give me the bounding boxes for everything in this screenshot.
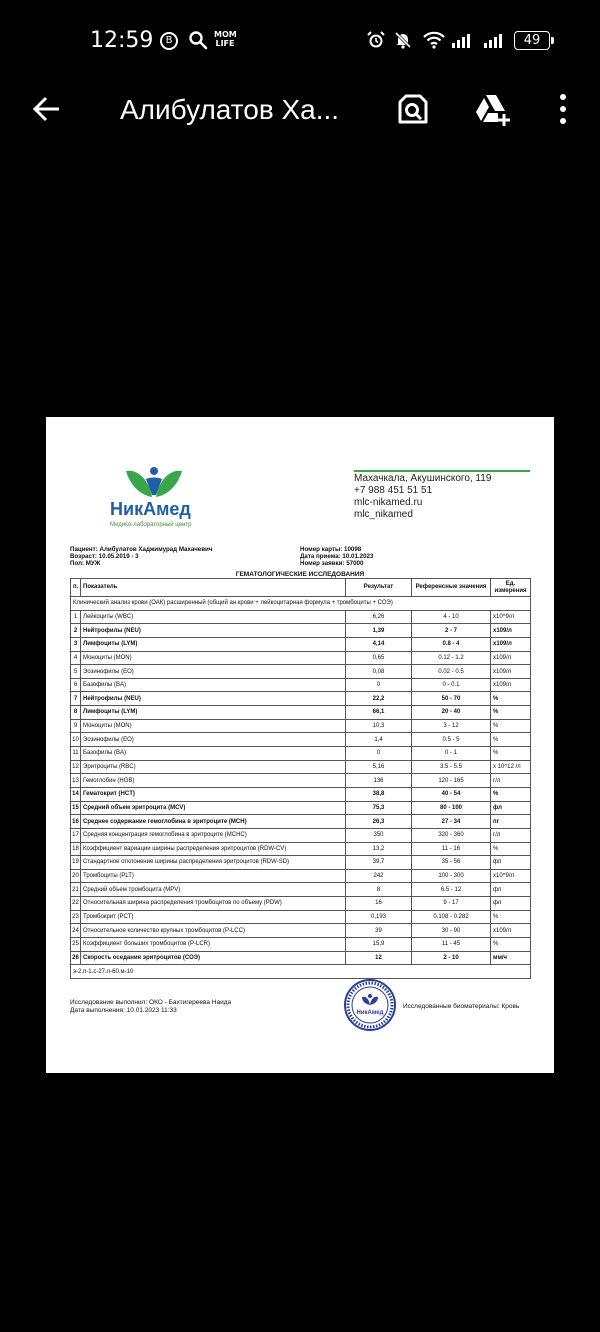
table-row <box>71 610 531 624</box>
row-unit: % <box>491 787 531 801</box>
panel-name: Клинический анализ крови (ОАК) расширенный (общий ан.крови + лейкоцитарная формула + тромбоциты + СОЭ) <box>71 597 531 611</box>
row-result: 66,1 <box>346 706 412 720</box>
row-result: 0,08 <box>346 665 412 679</box>
row-unit: x 10^12 /л <box>491 760 531 774</box>
row-num: 2 <box>71 624 81 638</box>
table-row <box>71 774 531 788</box>
row-num: 24 <box>71 924 81 938</box>
row-num: 9 <box>71 719 81 733</box>
row-name: Гематокрит (HCT) <box>81 787 346 801</box>
row-num: 26 <box>71 951 81 965</box>
google-lens-icon[interactable] <box>396 92 430 126</box>
row-result: 10,3 <box>346 719 412 733</box>
row-result: 39,7 <box>346 856 412 870</box>
table-row <box>71 692 531 706</box>
panel-row <box>71 597 531 611</box>
row-unit: x109/л <box>491 651 531 665</box>
row-name: Нейтрофилы (NEU) <box>81 692 346 706</box>
table-row <box>71 787 531 801</box>
row-result: 136 <box>346 774 412 788</box>
row-result: 15,9 <box>346 938 412 952</box>
signal-icon <box>452 34 474 48</box>
stamp <box>344 979 396 1031</box>
row-ref: 9 - 17 <box>412 897 491 911</box>
table-row <box>71 883 531 897</box>
row-result: 16 <box>346 897 412 911</box>
row-name: Тромбоциты (PLT) <box>81 869 346 883</box>
row-unit: г/л <box>491 774 531 788</box>
row-name: Эритроциты (RBC) <box>81 760 346 774</box>
row-result: 1,39 <box>346 624 412 638</box>
signal-icon <box>484 34 506 48</box>
row-num: 19 <box>71 856 81 870</box>
table-row <box>71 678 531 692</box>
visit-date: Дата приема: 10.01.2023 <box>300 553 374 561</box>
document-page <box>46 417 554 1073</box>
table-row <box>71 910 531 924</box>
row-result: 350 <box>346 828 412 842</box>
row-name: Средний объем эритроцита (MCV) <box>81 801 346 815</box>
table-row <box>71 733 531 747</box>
row-num: 25 <box>71 938 81 952</box>
contact-divider <box>354 470 530 472</box>
stamp-seal-icon <box>344 979 396 1031</box>
table-row <box>71 760 531 774</box>
row-name: Гемоглобин (HGB) <box>81 774 346 788</box>
row-num: 13 <box>71 774 81 788</box>
status-bar <box>0 0 600 80</box>
row-num: 21 <box>71 883 81 897</box>
row-num: 10 <box>71 733 81 747</box>
row-num: 17 <box>71 828 81 842</box>
row-unit: фл <box>491 883 531 897</box>
row-ref: 0 - 0.1 <box>412 678 491 692</box>
row-ref: 100 - 300 <box>412 869 491 883</box>
row-ref: 11 - 45 <box>412 938 491 952</box>
table-row <box>71 706 531 720</box>
stamp-label: НикАмед <box>356 1010 384 1016</box>
row-unit: x10^9/л <box>491 869 531 883</box>
row-ref: 0.5 - 5 <box>412 733 491 747</box>
row-ref: 0.12 - 1.2 <box>412 651 491 665</box>
table-row <box>71 951 531 965</box>
row-ref: 30 - 90 <box>412 924 491 938</box>
alarm-icon <box>366 30 386 50</box>
header-result: Результат <box>346 579 412 597</box>
row-name: Лимфоциты (LYM) <box>81 706 346 720</box>
row-ref: 0.108 - 0.282 <box>412 910 491 924</box>
row-unit: % <box>491 733 531 747</box>
patient-sex: Пол: МУЖ <box>70 560 101 568</box>
app-bar <box>0 80 600 140</box>
contact-site: mlc-nikamed.ru <box>354 497 423 508</box>
row-ref: 120 - 165 <box>412 774 491 788</box>
table-header-row <box>71 579 531 597</box>
row-result: 0,193 <box>346 910 412 924</box>
table-row <box>71 747 531 761</box>
row-name: Коэффициент больших тромбоцитов (P-LCR) <box>81 938 346 952</box>
table-row <box>71 856 531 870</box>
section-title: ГЕМАТОЛОГИЧЕСКИЕ ИССЛЕДОВАНИЯ <box>235 571 365 578</box>
drive-add-icon[interactable] <box>474 92 508 126</box>
row-ref: 6.5 - 12 <box>412 883 491 897</box>
row-num: 6 <box>71 678 81 692</box>
mom-life-icon: MOM LIFE <box>214 30 237 48</box>
performed-by: Исследование выполнил: ОКО - Бахтигереева Наида <box>70 999 232 1006</box>
row-name: Моноциты (MON) <box>81 719 346 733</box>
row-unit: % <box>491 747 531 761</box>
card-number: Номер карты: 10098 <box>300 546 362 553</box>
row-ref: 50 - 70 <box>412 692 491 706</box>
row-unit: пг <box>491 815 531 829</box>
row-name: Нейтрофилы (NEU) <box>81 624 346 638</box>
row-name: Стандартное отклонение ширины распределения эритроцитов (RDW-SD) <box>81 856 346 870</box>
row-num: 4 <box>71 651 81 665</box>
row-unit: % <box>491 692 531 706</box>
row-result: 4,14 <box>346 637 412 651</box>
row-name: Эозинофилы (EO) <box>81 665 346 679</box>
table-row <box>71 828 531 842</box>
b-icon: B <box>160 32 178 50</box>
row-unit: % <box>491 706 531 720</box>
header-num: п. <box>71 579 81 597</box>
back-arrow-icon[interactable] <box>30 92 64 126</box>
row-num: 18 <box>71 842 81 856</box>
row-unit: фл <box>491 801 531 815</box>
differential-note: э-2.п-1.с-27.л-60.м-10 <box>71 965 531 979</box>
table-row <box>71 842 531 856</box>
row-ref: 80 - 100 <box>412 801 491 815</box>
row-ref: 0 - 1 <box>412 747 491 761</box>
row-result: 8 <box>346 883 412 897</box>
header-name: Показатель <box>81 579 346 597</box>
row-name: Коэффициент вариации ширины распределения эритроцитов (RDW-CV) <box>81 842 346 856</box>
row-ref: 3.5 - 5.5 <box>412 760 491 774</box>
contact-phone: +7 988 451 51 51 <box>354 485 433 496</box>
row-unit: x109/л <box>491 637 531 651</box>
battery-icon: 49 <box>514 31 550 50</box>
row-ref: 20 - 40 <box>412 706 491 720</box>
contact-block <box>354 473 530 521</box>
logo-name: НикАмед <box>110 499 191 519</box>
row-unit: % <box>491 842 531 856</box>
performed-date: Дата выполнения: 10.01.2023 11:33 <box>70 1007 177 1014</box>
row-ref: 2 - 7 <box>412 624 491 638</box>
table-row <box>71 869 531 883</box>
table-row <box>71 815 531 829</box>
row-ref: 40 - 54 <box>412 787 491 801</box>
row-result: 75,3 <box>346 801 412 815</box>
row-unit: фл <box>491 897 531 911</box>
row-name: Тромбокрит (PCT) <box>81 910 346 924</box>
contact-social: mlc_nikamed <box>354 509 413 520</box>
row-unit: % <box>491 938 531 952</box>
row-num: 3 <box>71 637 81 651</box>
row-result: 22,2 <box>346 692 412 706</box>
row-unit: г/л <box>491 828 531 842</box>
row-unit: x109/л <box>491 665 531 679</box>
row-unit: % <box>491 719 531 733</box>
table-row <box>71 637 531 651</box>
table-row <box>71 801 531 815</box>
row-ref: 11 - 16 <box>412 842 491 856</box>
row-name: Среднее содержание гемоглобина в эритроците (MCH) <box>81 815 346 829</box>
document-title: Алибулатов Ха... <box>120 94 340 125</box>
row-num: 23 <box>71 910 81 924</box>
row-unit: мм/ч <box>491 951 531 965</box>
table-row <box>71 924 531 938</box>
nikamed-logo <box>110 465 220 535</box>
row-result: 0,65 <box>346 651 412 665</box>
row-ref: 0.02 - 0.5 <box>412 665 491 679</box>
row-result: 12 <box>346 951 412 965</box>
row-num: 15 <box>71 801 81 815</box>
row-name: Относительное количество крупных тромбоцитов (P-LCC) <box>81 924 346 938</box>
row-result: 242 <box>346 869 412 883</box>
search-icon <box>188 30 208 50</box>
row-num: 11 <box>71 747 81 761</box>
row-result: 13,2 <box>346 842 412 856</box>
row-num: 1 <box>71 610 81 624</box>
row-ref: 0.8 - 4 <box>412 637 491 651</box>
contact-address: Махачкала, Акушинского, 119 <box>354 473 492 484</box>
table-row <box>71 651 531 665</box>
row-num: 16 <box>71 815 81 829</box>
order-number: Номер заявки: 57000 <box>300 560 364 568</box>
row-name: Базофилы (BA) <box>81 678 346 692</box>
row-unit: x109/л <box>491 624 531 638</box>
row-num: 8 <box>71 706 81 720</box>
row-result: 39 <box>346 924 412 938</box>
row-result: 38,8 <box>346 787 412 801</box>
more-vert-icon[interactable] <box>550 92 576 126</box>
row-num: 7 <box>71 692 81 706</box>
row-num: 20 <box>71 869 81 883</box>
row-ref: 320 - 360 <box>412 828 491 842</box>
logo-tagline: Медико-лабораторный центр <box>110 522 192 528</box>
table-row <box>71 624 531 638</box>
row-result: 5,16 <box>346 760 412 774</box>
table-row <box>71 897 531 911</box>
row-num: 5 <box>71 665 81 679</box>
row-result: 0 <box>346 678 412 692</box>
row-name: Базофилы (BA) <box>81 747 346 761</box>
table-row <box>71 719 531 733</box>
row-name: Эозинофилы (EO) <box>81 733 346 747</box>
row-ref: 4 - 10 <box>412 610 491 624</box>
row-name: Средний объем тромбоцита (MPV) <box>81 883 346 897</box>
results-table <box>70 578 531 979</box>
wifi-icon <box>422 30 442 50</box>
row-result: 6,26 <box>346 610 412 624</box>
row-unit: x109/л <box>491 924 531 938</box>
row-num: 22 <box>71 897 81 911</box>
row-num: 14 <box>71 787 81 801</box>
row-unit: фл <box>491 856 531 870</box>
header-ref: Референсные значения <box>412 579 491 597</box>
mute-icon <box>393 30 413 50</box>
patient-name: Пациент: Алибулатов Хаджимурад Махачевич <box>70 546 213 553</box>
leaf-logo-icon <box>124 465 184 499</box>
row-name: Лимфоциты (LYM) <box>81 637 346 651</box>
table-row <box>71 938 531 952</box>
performed-info <box>70 999 231 1015</box>
patient-age: Возраст: 10.05.2019 - 3 <box>70 553 139 561</box>
table-row <box>71 665 531 679</box>
row-ref: 35 - 56 <box>412 856 491 870</box>
row-name: Относительная ширина распределения тромбоцитов по объему (PDW) <box>81 897 346 911</box>
row-unit: x10^9/л <box>491 610 531 624</box>
row-name: Средняя концентрация гемоглобина в эритроците (MCHC) <box>81 828 346 842</box>
row-result: 0 <box>346 747 412 761</box>
row-name: Скорость оседания эритроцитов (СОЭ) <box>81 951 346 965</box>
row-name: Моноциты (MON) <box>81 651 346 665</box>
header-unit: Ед. измерения <box>491 579 531 597</box>
row-unit: % <box>491 910 531 924</box>
biomaterial: Исследованные биоматериалы: Кровь <box>403 1003 520 1010</box>
row-unit: x109/л <box>491 678 531 692</box>
status-time: 12:59 <box>90 28 154 53</box>
row-name: Лейкоциты (WBC) <box>81 610 346 624</box>
row-ref: 3 - 12 <box>412 719 491 733</box>
row-num: 12 <box>71 760 81 774</box>
row-ref: 27 - 34 <box>412 815 491 829</box>
row-ref: 2 - 10 <box>412 951 491 965</box>
note-row <box>71 965 531 979</box>
row-result: 26,3 <box>346 815 412 829</box>
row-result: 1,4 <box>346 733 412 747</box>
